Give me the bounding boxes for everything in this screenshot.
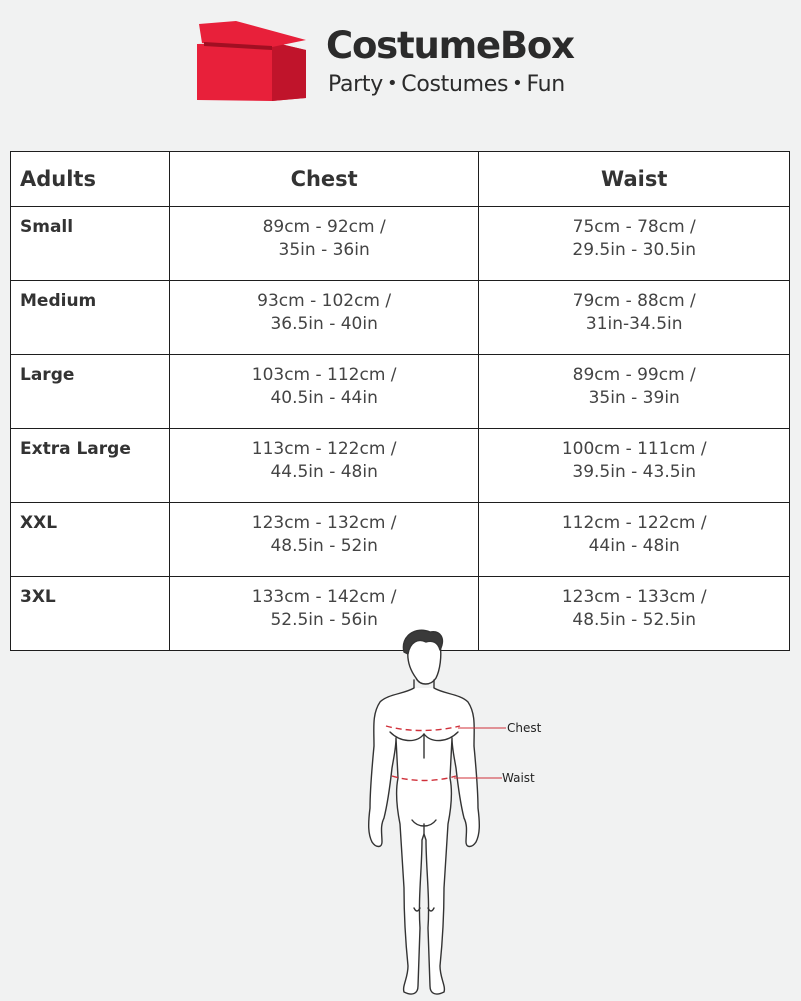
waist-cell: 89cm - 99cm / 35in - 39in (479, 355, 790, 429)
tagline-fun: Fun (526, 72, 565, 97)
waist-cell: 123cm - 133cm / 48.5in - 52.5in (479, 577, 790, 651)
waist-cell: 100cm - 111cm / 39.5in - 43.5in (479, 429, 790, 503)
red-box-logo-icon (196, 20, 308, 102)
table-row (11, 281, 790, 355)
size-cell: Small (11, 207, 170, 281)
tagline-party: Party (328, 72, 383, 97)
brand-name: CostumeBox (326, 24, 574, 67)
chest-cell: 103cm - 112cm / 40.5in - 44in (169, 355, 479, 429)
table-header-row (11, 152, 790, 207)
waist-cell: 79cm - 88cm / 31in-34.5in (479, 281, 790, 355)
header-chest: Chest (169, 152, 479, 207)
table-row (11, 355, 790, 429)
tagline-dot: • (512, 73, 523, 94)
header-waist: Waist (479, 152, 790, 207)
chest-cell: 89cm - 92cm / 35in - 36in (169, 207, 479, 281)
header-adults: Adults (11, 152, 170, 207)
body-measurement-diagram (360, 628, 560, 1000)
size-chart-table (10, 151, 790, 651)
waist-cell: 112cm - 122cm / 44in - 48in (479, 503, 790, 577)
size-cell: Large (11, 355, 170, 429)
chest-cell: 123cm - 132cm / 48.5in - 52in (169, 503, 479, 577)
table-row (11, 503, 790, 577)
waist-label: Waist (502, 771, 535, 785)
chest-cell: 93cm - 102cm / 36.5in - 40in (169, 281, 479, 355)
size-cell: 3XL (11, 577, 170, 651)
size-cell: XXL (11, 503, 170, 577)
brand-tagline (328, 72, 565, 97)
costumebox-logo[interactable] (196, 20, 616, 102)
table-row (11, 429, 790, 503)
chest-cell: 113cm - 122cm / 44.5in - 48in (169, 429, 479, 503)
waist-cell: 75cm - 78cm / 29.5in - 30.5in (479, 207, 790, 281)
chest-cell: 133cm - 142cm / 52.5in - 56in (169, 577, 479, 651)
tagline-costumes: Costumes (401, 72, 509, 97)
size-cell: Medium (11, 281, 170, 355)
chest-label: Chest (507, 721, 542, 735)
table-row (11, 207, 790, 281)
tagline-dot: • (386, 73, 398, 94)
size-cell: Extra Large (11, 429, 170, 503)
